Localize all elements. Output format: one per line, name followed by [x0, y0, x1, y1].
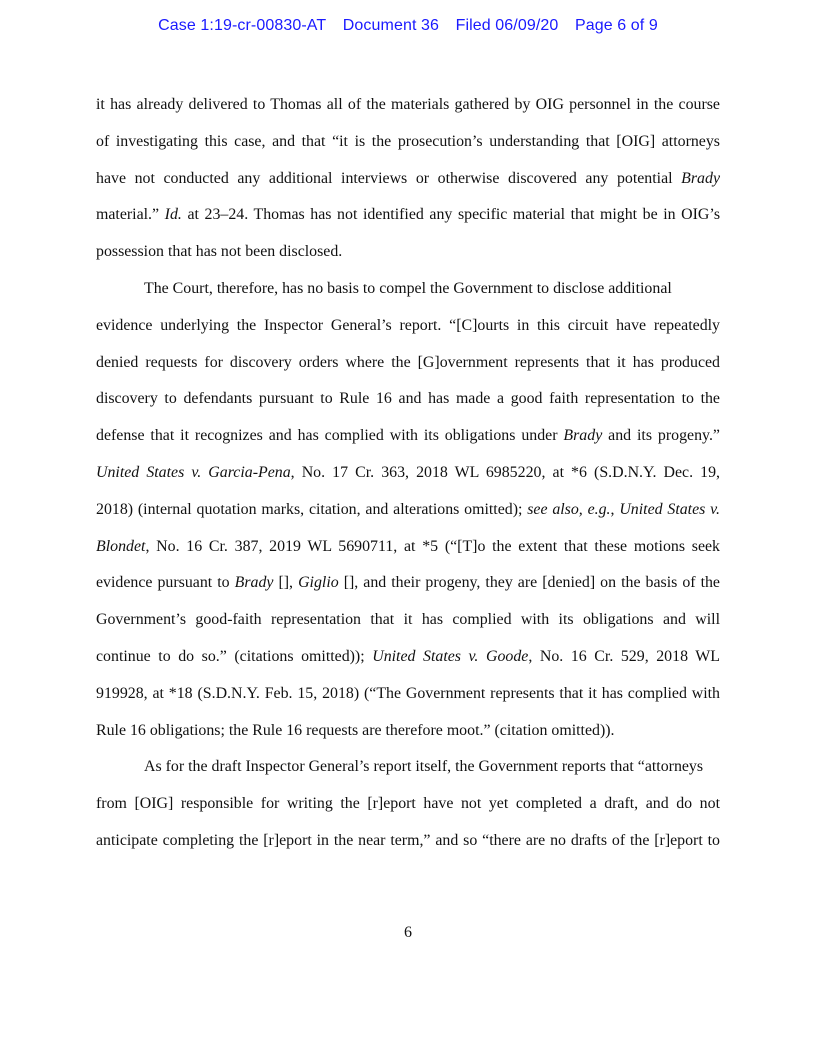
text-run: evidence underlying the Inspector General’s report. “[C]ourts in this circuit have repeatedly [96, 316, 720, 334]
text-line [96, 274, 720, 311]
text-run: have not conducted any additional interviews or otherwise discovered any potential [96, 169, 682, 187]
text-run: , No. 16 Cr. 529, 2018 WL [528, 647, 720, 665]
text-run: anticipate completing the [r]eport in the near term,” and so “there are no drafts of the [r]eport to [96, 831, 720, 849]
case-number: Case 1:19-cr-00830-AT [158, 17, 327, 34]
text-line [96, 752, 720, 789]
text-run: from [OIG] responsible for writing the [r]eport have not yet completed a draft, and do not [96, 795, 720, 813]
text-run: The Court, therefore, has no basis to compel the Government to disclose additional [144, 279, 672, 297]
text-line [96, 826, 720, 863]
text-run: Rule 16 obligations; the Rule 16 requests are therefore moot.” (citation omitted)). [96, 721, 615, 739]
ecf-header [0, 17, 816, 35]
text-line [96, 642, 720, 679]
italic-citation: see also, e.g. [527, 500, 611, 518]
text-run: 919928, at *18 (S.D.N.Y. Feb. 15, 2018) (“The Government represents that it has complied with [96, 684, 720, 702]
text-run: Government’s good-faith representation that it has complied with its obligations and will [96, 611, 720, 629]
filed-date: Filed 06/09/20 [455, 17, 559, 34]
text-run: of investigating this case, and that “it is the prosecution’s understanding that [OIG] attorneys [96, 132, 720, 150]
text-line [96, 164, 720, 201]
text-line [96, 200, 720, 237]
text-run: and its progeny.” [602, 427, 720, 445]
text-run: 2018) (internal quotation marks, citation, and alterations omitted); [96, 500, 528, 518]
text-run: , No. 16 Cr. 387, 2019 WL 5690711, at *5 (“[T]o the extent that these motions seek [145, 537, 720, 555]
text-run: , No. 17 Cr. 363, 2018 WL 6985220, at *6 (S.D.N.Y. Dec. 19, [290, 463, 720, 481]
text-line [96, 90, 720, 127]
text-run: continue to do so.” (citations omitted)); [96, 647, 373, 665]
text-line [96, 679, 720, 716]
page-count: Page 6 of 9 [574, 17, 658, 34]
text-run: evidence pursuant to [96, 574, 235, 592]
text-run: defense that it recognizes and has complied with its obligations under [96, 427, 564, 445]
document-number: Document 36 [342, 17, 440, 34]
text-line [96, 348, 720, 385]
text-run: [], [273, 574, 299, 592]
text-line [96, 495, 720, 532]
document-body [96, 90, 720, 863]
italic-citation: Brady [234, 574, 274, 592]
italic-citation: Blondet [96, 537, 146, 555]
italic-citation: Brady [681, 169, 720, 187]
text-run: As for the draft Inspector General’s report itself, the Government reports that “attorneys [144, 758, 704, 776]
text-line [96, 237, 720, 274]
text-line [96, 421, 720, 458]
text-run: at 23–24. Thomas has not identified any specific material that might be in OIG’s [181, 206, 720, 224]
text-line [96, 458, 720, 495]
italic-citation: United States v. Garcia-Pena [96, 463, 291, 481]
italic-citation: United States v. [619, 500, 720, 518]
text-line [96, 568, 720, 605]
text-run: material.” [96, 206, 165, 224]
page-number: 6 [404, 924, 412, 941]
italic-citation: United States v. Goode [372, 647, 529, 665]
text-run: possession that has not been disclosed. [96, 243, 343, 261]
italic-citation: Id. [164, 206, 182, 224]
text-run: [], and their progeny, they are [denied] on the basis of the [338, 574, 720, 592]
text-line [96, 605, 720, 642]
text-line [96, 532, 720, 569]
text-run: discovery to defendants pursuant to Rule 16 and has made a good faith representation to the [96, 390, 720, 408]
text-run: denied requests for discovery orders where the [G]overnment represents that it has produced [96, 353, 720, 371]
text-line [96, 716, 720, 753]
text-line [96, 789, 720, 826]
text-run: it has already delivered to Thomas all of the materials gathered by OIG personnel in the course [96, 96, 720, 113]
italic-citation: Brady [563, 427, 603, 445]
text-line [96, 127, 720, 164]
text-run: , [610, 500, 620, 518]
text-line [96, 311, 720, 348]
text-line [96, 384, 720, 421]
italic-citation: Giglio [298, 574, 339, 592]
